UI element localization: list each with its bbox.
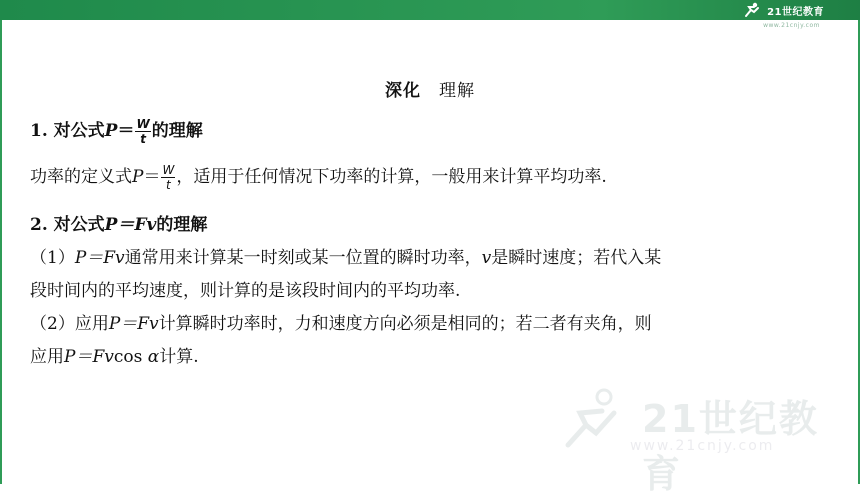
section1-prefix: 1. 对公式 <box>30 121 105 141</box>
fraction-num: W <box>136 117 150 131</box>
section1-heading <box>30 116 203 146</box>
fraction-w-over-t <box>135 117 150 146</box>
body1-fraction-den: t <box>166 178 171 192</box>
brand-url: www.21cnjy.com <box>763 22 820 29</box>
para2-tail: 计算瞬时功率时，力和速度方向必须是相同的；若二者有夹角，则 <box>158 314 652 334</box>
para2-line1 <box>30 309 652 334</box>
brand-name: 21世纪教育 <box>767 6 824 18</box>
para1-formula: P＝Fv <box>74 248 125 268</box>
body1-suffix: ，适用于任何情况下功率的计算，一般用来计算平均功率. <box>176 167 607 187</box>
title-part1: 深化 <box>385 81 421 101</box>
para1-line1 <box>30 243 661 268</box>
section1-body <box>30 162 607 192</box>
section2-heading <box>30 210 207 235</box>
body1-p: P <box>132 167 144 187</box>
body1-fraction <box>161 163 175 192</box>
watermark <box>560 380 840 496</box>
watermark-runner-icon <box>560 385 630 455</box>
para2-line2-tail: 计算. <box>159 347 199 367</box>
para1-tail: 是瞬时速度；若代入某 <box>491 248 662 268</box>
top-banner <box>0 0 860 20</box>
para2-line2-formula: P＝Fv <box>64 347 114 367</box>
brand-logo <box>741 1 824 19</box>
para2-alpha: α <box>147 347 160 367</box>
para2-cos: cos <box>113 347 148 367</box>
page-title <box>0 76 860 101</box>
watermark-text: 21世纪教育 <box>642 397 819 496</box>
para2-lead: （2）应用 <box>30 314 109 334</box>
para2-formula: P＝Fv <box>108 314 159 334</box>
section2-prefix: 2. 对公式 <box>30 215 105 235</box>
section2-suffix: 的理解 <box>156 215 208 235</box>
para2-line2-lead: 应用 <box>30 347 64 367</box>
watermark-url: www.21cnjy.com <box>630 438 775 454</box>
section1-suffix: 的理解 <box>151 121 203 141</box>
para1-lead: （1） <box>30 248 75 268</box>
para1-mid: 通常用来计算某一时刻或某一位置的瞬时功率， <box>124 248 482 268</box>
formula-p: P <box>104 121 118 141</box>
section2-formula: P＝Fv <box>104 215 157 235</box>
formula-eq: ＝ <box>117 121 135 141</box>
title-part2: 理解 <box>439 81 475 101</box>
runner-logo-icon <box>741 2 763 18</box>
body1-fraction-num: W <box>162 163 175 177</box>
fraction-den: t <box>140 132 146 146</box>
body1-eq: ＝ <box>143 167 161 187</box>
body1-prefix: 功率的定义式 <box>30 167 132 187</box>
para1-v: v <box>481 248 492 268</box>
para1-line2: 段时间内的平均速度，则计算的是该段时间内的平均功率. <box>30 281 461 301</box>
para2-line2 <box>30 342 199 367</box>
